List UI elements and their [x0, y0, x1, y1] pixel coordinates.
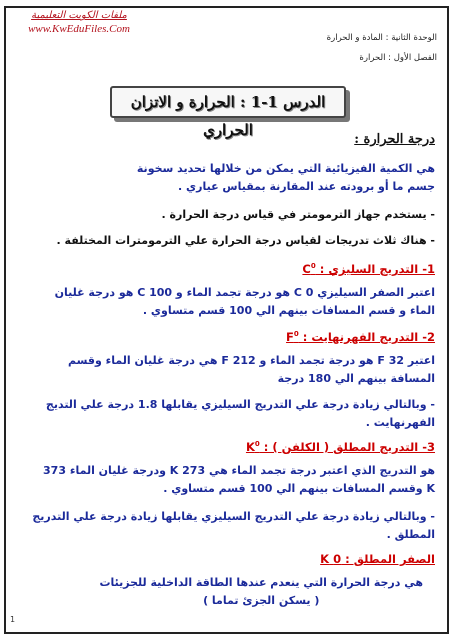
kelvin-heading: 3- التدريج المطلق ( الكلفن ) : $K^0$: [245, 440, 435, 454]
fahrenheit-note: - وبالتالي زيادة درجة علي التدريج السيليزي يقابلها 1.8 درجة علي التديج الفهرنهايت .: [45, 398, 435, 429]
definition-text: هي الكمية الفيزيائية التي يمكن من خلالها تحديد سخونة جسم ما أو برودته عند المقارنة بمقياس عياري .: [136, 162, 435, 193]
site-arabic-name: ملفات الكويت التعليمية: [31, 10, 127, 21]
site-branding: [14, 10, 144, 35]
scales-bullet: - هناك ثلاث تدريجات لقياس درجة الحرارة علي الترمومترات المختلفة .: [56, 234, 435, 247]
celsius-heading: 1- التدريج السليزي : $C^0$: [302, 262, 435, 276]
fahrenheit-heading: 2- التدريج الفهرنهايت : $F^0$: [286, 330, 435, 344]
kelvin-note: - وبالتالي زيادة درجة علي التدريج السيليزي يقابلها زيادة درجة علي التدريج المطلق .: [32, 510, 435, 541]
fahrenheit-text: اعتبر 32 F هو درجة تجمد الماء و 212 F هي درجة غليان الماء وقسم المسافة بينهم الي 180 درجة: [67, 354, 435, 385]
unit-chapter-info: [327, 28, 437, 68]
kelvin-text: هو التدريج الذي اعتبر درجة تجمد الماء هي 273 K ودرجة غليان الماء 373 K وقسم المسافات بينهم الي 100 قسم متساوي .: [43, 464, 435, 495]
absolute-zero-heading: الصفر المطلق : 0 K: [320, 552, 435, 566]
site-url[interactable]: www.KwEduFiles.Com: [28, 23, 130, 35]
section-heading: درجة الحرارة :: [354, 132, 435, 147]
thermometer-bullet: - يستخدم جهاز الترمومتر في قياس درجة الحرارة .: [161, 208, 435, 221]
page-number: 1: [10, 615, 16, 624]
absolute-zero-text: هي درجة الحرارة التي ينعدم عندها الطاقة الداخلية للجزيئات ( يسكن الجزئ تماما ): [99, 576, 423, 607]
celsius-text: اعتبر الصفر السيليزي 0 C هو درجة تجمد الماء و 100 C هو درجة غليان الماء و قسم المسافات بينهم الي 100 قسم متساوي .: [54, 286, 435, 317]
unit-label: الوحدة الثانية : المادة و الحرارة: [326, 33, 437, 43]
lesson-title: الدرس 1-1 : الحرارة و الاتزان الحراري: [110, 86, 346, 118]
chapter-label: الفصل الأول : الحرارة: [359, 53, 437, 63]
